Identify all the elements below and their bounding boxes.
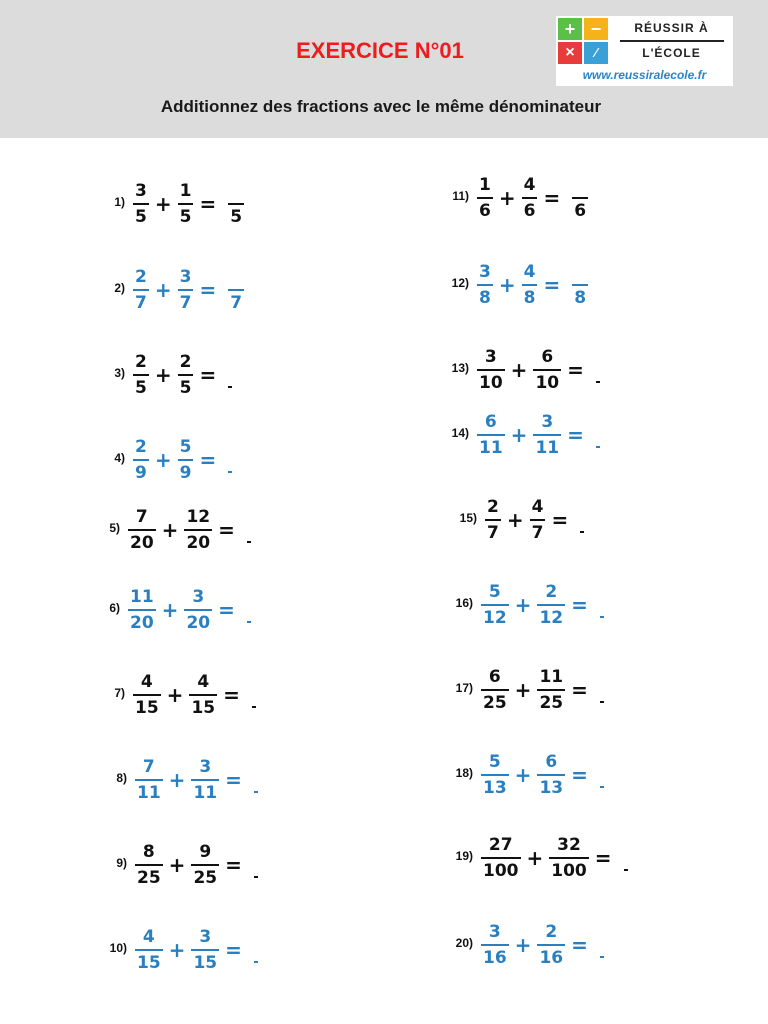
numerator: 5 xyxy=(488,582,501,602)
plus-sign: + xyxy=(526,846,544,870)
first-fraction xyxy=(133,670,161,720)
answer-fraction xyxy=(254,767,258,793)
second-fraction xyxy=(191,755,219,805)
fraction-bar xyxy=(254,876,258,878)
exercise-number: 5) xyxy=(109,521,120,535)
answer-fraction xyxy=(254,937,258,963)
exercise-item xyxy=(114,420,232,500)
answer-fraction xyxy=(596,357,600,383)
exercise-item xyxy=(455,905,604,985)
fraction-bar xyxy=(600,956,604,958)
equals-sign: = xyxy=(199,363,217,387)
denominator: 25 xyxy=(483,693,507,713)
fraction-bar xyxy=(580,531,584,533)
fraction-bar xyxy=(600,701,604,703)
equals-sign: = xyxy=(567,358,584,382)
second-fraction xyxy=(537,665,565,715)
denominator: 16 xyxy=(539,948,564,968)
numerator: 1 xyxy=(179,181,192,201)
denominator: 11 xyxy=(535,438,560,458)
exercise-item xyxy=(455,818,628,898)
fraction-expression xyxy=(135,825,258,905)
denominator: 8 xyxy=(523,288,536,308)
exercise-number: 15) xyxy=(459,511,477,525)
second-fraction xyxy=(191,840,219,890)
logo-divider xyxy=(620,40,724,42)
denominator: 5 xyxy=(179,378,192,398)
plus-sign: + xyxy=(154,363,172,387)
fraction-expression xyxy=(485,480,584,560)
denominator: 13 xyxy=(539,778,564,798)
fraction-expression xyxy=(133,655,256,735)
second-fraction xyxy=(178,265,194,315)
numerator: 3 xyxy=(135,181,147,201)
denominator: 15 xyxy=(135,698,159,718)
exercise-number: 6) xyxy=(109,601,120,615)
answer-fraction xyxy=(600,932,604,958)
answer-fraction xyxy=(572,173,588,223)
numerator: 5 xyxy=(488,752,501,772)
first-fraction xyxy=(477,410,505,460)
first-fraction xyxy=(135,925,163,975)
numerator: 12 xyxy=(186,507,211,527)
denominator: 13 xyxy=(483,778,507,798)
answer-fraction xyxy=(247,517,251,543)
first-fraction xyxy=(477,345,505,395)
fraction-bar xyxy=(596,381,600,383)
exercise-item xyxy=(114,335,232,415)
equals-sign: = xyxy=(543,186,561,210)
answer-fraction xyxy=(600,592,604,618)
exercise-item xyxy=(451,245,588,325)
first-fraction xyxy=(133,265,149,315)
plus-sign: + xyxy=(510,358,528,382)
numerator: 4 xyxy=(523,175,536,195)
exercise-item xyxy=(109,490,251,570)
denominator: 11 xyxy=(137,783,161,803)
plus-sign: + xyxy=(161,598,179,622)
answer-fraction xyxy=(624,845,628,871)
answer-fraction xyxy=(580,507,584,533)
denominator: 20 xyxy=(130,613,154,633)
second-fraction xyxy=(530,495,546,545)
denominator: 5 xyxy=(135,378,147,398)
denominator: 9 xyxy=(179,463,192,483)
fraction-bar xyxy=(247,621,251,623)
answer-denominator: 5 xyxy=(230,207,243,227)
answer-denominator: 8 xyxy=(574,288,587,308)
denominator: 15 xyxy=(193,953,218,973)
exercise-item xyxy=(451,395,600,475)
plus-sign: + xyxy=(514,763,532,787)
numerator: 27 xyxy=(488,835,513,855)
first-fraction xyxy=(477,173,493,223)
denominator: 5 xyxy=(135,207,147,227)
equals-sign: = xyxy=(225,938,242,962)
equals-sign: = xyxy=(571,593,588,617)
denominator: 6 xyxy=(523,201,536,221)
denominator: 8 xyxy=(479,288,491,308)
denominator: 7 xyxy=(135,293,147,313)
numerator: 1 xyxy=(479,175,491,195)
numerator: 3 xyxy=(484,347,497,367)
plus-sign: + xyxy=(168,768,186,792)
first-fraction xyxy=(135,840,163,890)
numerator: 2 xyxy=(135,267,147,287)
minus-icon: − xyxy=(584,18,608,40)
exercise-item xyxy=(114,250,244,330)
fraction-expression xyxy=(481,818,628,898)
plus-sign: + xyxy=(154,192,172,216)
exercise-number: 12) xyxy=(451,276,469,290)
second-fraction xyxy=(533,410,561,460)
numerator: 6 xyxy=(541,347,554,367)
logo xyxy=(556,16,733,86)
first-fraction xyxy=(135,755,163,805)
equals-sign: = xyxy=(225,768,242,792)
exercise-number: 8) xyxy=(116,771,127,785)
denominator: 10 xyxy=(535,373,560,393)
fraction-expression xyxy=(128,490,251,570)
first-fraction xyxy=(481,920,509,970)
plus-sign: + xyxy=(506,508,524,532)
exercise-item xyxy=(455,650,604,730)
equals-sign: = xyxy=(225,853,242,877)
numerator: 11 xyxy=(539,667,564,687)
exercise-item xyxy=(459,480,584,560)
exercise-number: 13) xyxy=(451,361,469,375)
answer-fraction xyxy=(228,179,244,229)
plus-sign: + xyxy=(154,278,172,302)
exercise-number: 4) xyxy=(114,451,125,465)
numerator: 2 xyxy=(487,497,499,517)
second-fraction xyxy=(549,833,589,883)
fraction-expression xyxy=(133,420,232,500)
equals-sign: = xyxy=(543,273,561,297)
first-fraction xyxy=(481,750,509,800)
numerator: 8 xyxy=(142,842,155,862)
header-band xyxy=(0,0,768,138)
equals-sign: = xyxy=(218,518,235,542)
first-fraction xyxy=(481,665,509,715)
numerator: 2 xyxy=(135,437,147,457)
denominator: 15 xyxy=(137,953,161,973)
plus-sign: + xyxy=(154,448,172,472)
fraction-expression xyxy=(481,565,604,645)
fraction-bar xyxy=(228,386,232,388)
plus-sign: + xyxy=(514,678,532,702)
answer-fraction xyxy=(252,682,256,708)
second-fraction xyxy=(537,920,565,970)
equals-sign: = xyxy=(223,683,240,707)
exercise-number: 19) xyxy=(455,849,473,863)
numerator: 4 xyxy=(142,927,155,947)
answer-denominator: 6 xyxy=(574,201,587,221)
fraction-expression xyxy=(477,245,588,325)
exercise-number: 11) xyxy=(452,189,469,203)
fraction-expression xyxy=(477,158,588,238)
exercise-item xyxy=(452,158,588,238)
second-fraction xyxy=(537,750,565,800)
fraction-expression xyxy=(481,735,604,815)
first-fraction xyxy=(133,350,149,400)
fraction-expression xyxy=(133,250,244,330)
denominator: 20 xyxy=(186,533,211,553)
denominator: 12 xyxy=(483,608,507,628)
exercise-item xyxy=(109,570,251,650)
fraction-bar xyxy=(624,869,628,871)
answer-fraction xyxy=(247,597,251,623)
exercise-number: 16) xyxy=(455,596,473,610)
numerator: 2 xyxy=(135,352,147,372)
second-fraction xyxy=(178,435,194,485)
exercise-item xyxy=(114,655,256,735)
plus-sign: + xyxy=(510,423,528,447)
denominator: 7 xyxy=(179,293,192,313)
equals-sign: = xyxy=(551,508,569,532)
numerator: 3 xyxy=(541,412,554,432)
page-title: EXERCICE N°01 xyxy=(296,38,464,63)
equals-sign: = xyxy=(571,678,588,702)
first-fraction xyxy=(133,179,149,229)
exercise-number: 14) xyxy=(451,426,469,440)
plus-sign: + xyxy=(166,683,184,707)
exercise-item xyxy=(114,164,244,244)
numerator: 11 xyxy=(130,587,154,607)
plus-sign: + xyxy=(514,593,532,617)
numerator: 4 xyxy=(140,672,153,692)
exercise-number: 1) xyxy=(114,195,125,209)
fraction-expression xyxy=(133,164,244,244)
second-fraction xyxy=(178,179,194,229)
equals-sign: = xyxy=(199,192,217,216)
exercise-number: 18) xyxy=(455,766,473,780)
exercise-item xyxy=(455,565,604,645)
second-fraction xyxy=(184,505,212,555)
second-fraction xyxy=(178,350,194,400)
instructions: Additionnez des fractions avec le même dénominateur xyxy=(160,97,602,116)
denominator: 6 xyxy=(479,201,491,221)
first-fraction xyxy=(133,435,149,485)
second-fraction xyxy=(537,580,565,630)
exercise-item xyxy=(455,735,604,815)
numerator: 3 xyxy=(479,262,491,282)
plus-sign: + xyxy=(161,518,179,542)
answer-fraction xyxy=(572,260,588,310)
equals-sign: = xyxy=(594,846,612,870)
divide-icon: ⁄ xyxy=(584,42,608,64)
denominator: 7 xyxy=(487,523,499,543)
fraction-expression xyxy=(481,905,604,985)
fraction-bar xyxy=(247,541,251,543)
numerator: 3 xyxy=(199,927,212,947)
denominator: 7 xyxy=(531,523,544,543)
numerator: 3 xyxy=(488,922,501,942)
fraction-bar xyxy=(254,961,258,963)
first-fraction xyxy=(485,495,501,545)
numerator: 6 xyxy=(545,752,558,772)
numerator: 4 xyxy=(531,497,544,517)
second-fraction xyxy=(522,173,538,223)
first-fraction xyxy=(128,585,156,635)
second-fraction xyxy=(189,670,217,720)
denominator: 25 xyxy=(539,693,564,713)
numerator: 4 xyxy=(523,262,536,282)
denominator: 5 xyxy=(179,207,192,227)
denominator: 100 xyxy=(551,861,587,881)
answer-fraction xyxy=(596,422,600,448)
denominator: 100 xyxy=(483,861,519,881)
numerator: 2 xyxy=(545,582,558,602)
first-fraction xyxy=(481,833,521,883)
denominator: 25 xyxy=(137,868,161,888)
equals-sign: = xyxy=(199,448,217,472)
denominator: 12 xyxy=(539,608,564,628)
numerator: 3 xyxy=(179,267,192,287)
denominator: 20 xyxy=(130,533,154,553)
logo-line-2: L'ÉCOLE xyxy=(642,46,701,60)
answer-fraction xyxy=(228,362,232,388)
denominator: 9 xyxy=(135,463,147,483)
numerator: 7 xyxy=(135,507,148,527)
first-fraction xyxy=(128,505,156,555)
denominator: 11 xyxy=(479,438,503,458)
plus-sign: + xyxy=(498,273,516,297)
second-fraction xyxy=(533,345,561,395)
second-fraction xyxy=(184,585,212,635)
numerator: 3 xyxy=(192,587,205,607)
fraction-bar xyxy=(228,471,232,473)
fraction-expression xyxy=(135,910,258,990)
numerator: 4 xyxy=(197,672,210,692)
denominator: 11 xyxy=(193,783,218,803)
equals-sign: = xyxy=(571,763,588,787)
equals-sign: = xyxy=(218,598,235,622)
numerator: 3 xyxy=(199,757,212,777)
fraction-expression xyxy=(481,650,604,730)
multiply-icon: × xyxy=(558,42,582,64)
equals-sign: = xyxy=(199,278,217,302)
logo-line-1: RÉUSSIR À xyxy=(634,21,709,35)
denominator: 16 xyxy=(483,948,507,968)
fraction-bar xyxy=(254,791,258,793)
answer-fraction xyxy=(600,677,604,703)
plus-icon: + xyxy=(558,18,582,40)
plus-sign: + xyxy=(498,186,516,210)
exercise-number: 10) xyxy=(109,941,127,955)
fraction-expression xyxy=(477,395,600,475)
exercise-number: 20) xyxy=(455,936,473,950)
fraction-expression xyxy=(133,335,232,415)
numerator: 6 xyxy=(484,412,497,432)
fraction-expression xyxy=(135,740,258,820)
exercise-number: 3) xyxy=(114,366,125,380)
fraction-bar xyxy=(252,706,256,708)
second-fraction xyxy=(522,260,538,310)
exercise-number: 9) xyxy=(116,856,127,870)
exercise-number: 7) xyxy=(114,686,125,700)
plus-sign: + xyxy=(514,933,532,957)
numerator: 2 xyxy=(179,352,192,372)
numerator: 9 xyxy=(199,842,212,862)
first-fraction xyxy=(477,260,493,310)
denominator: 15 xyxy=(191,698,216,718)
equals-sign: = xyxy=(567,423,584,447)
exercise-item xyxy=(116,740,258,820)
numerator: 7 xyxy=(142,757,155,777)
fraction-expression xyxy=(128,570,251,650)
exercise-item xyxy=(116,825,258,905)
numerator: 5 xyxy=(179,437,192,457)
plus-sign: + xyxy=(168,938,186,962)
exercise-number: 2) xyxy=(114,281,125,295)
denominator: 10 xyxy=(479,373,503,393)
fraction-bar xyxy=(596,446,600,448)
answer-fraction xyxy=(254,852,258,878)
fraction-bar xyxy=(600,786,604,788)
numerator: 32 xyxy=(557,835,581,855)
answer-fraction xyxy=(228,265,244,315)
second-fraction xyxy=(191,925,219,975)
denominator: 25 xyxy=(193,868,218,888)
equals-sign: = xyxy=(571,933,588,957)
first-fraction xyxy=(481,580,509,630)
answer-denominator: 7 xyxy=(230,293,243,313)
plus-sign: + xyxy=(168,853,186,877)
denominator: 20 xyxy=(186,613,211,633)
exercise-item xyxy=(109,910,258,990)
exercise-number: 17) xyxy=(455,681,473,695)
numerator: 2 xyxy=(545,922,558,942)
answer-fraction xyxy=(228,447,232,473)
numerator: 6 xyxy=(488,667,501,687)
answer-fraction xyxy=(600,762,604,788)
logo-url: www.reussiralecole.fr xyxy=(582,68,707,82)
fraction-bar xyxy=(600,616,604,618)
